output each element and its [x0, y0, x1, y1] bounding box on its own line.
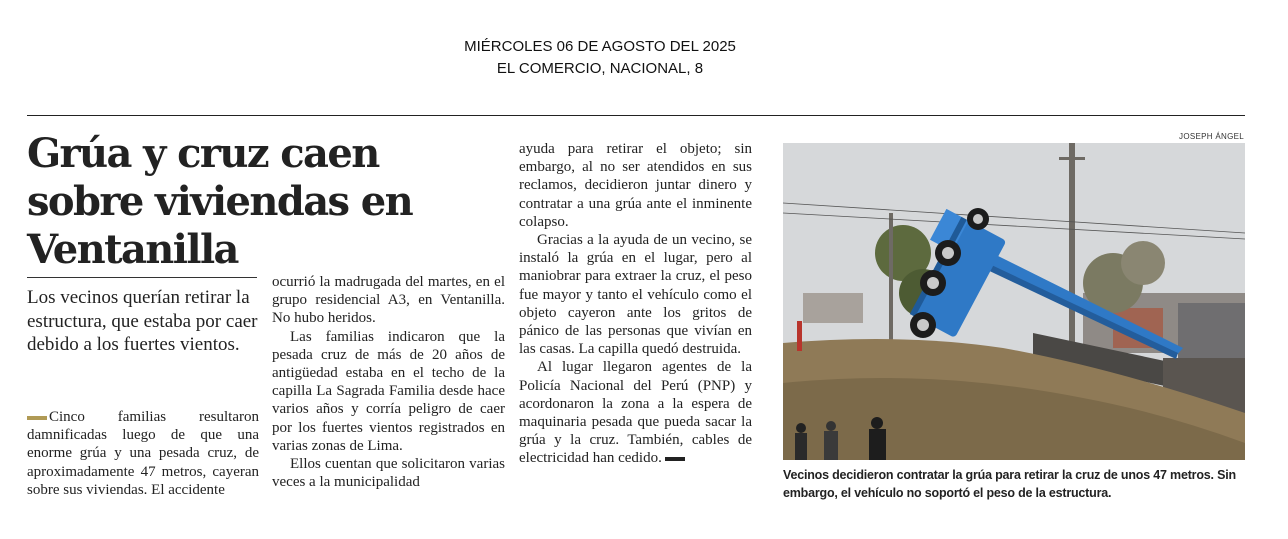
body-paragraph — [519, 358, 752, 467]
header-divider — [27, 115, 1245, 116]
source-line: EL COMERCIO, NACIONAL, 8 — [496, 60, 704, 77]
body-column-2 — [272, 273, 505, 491]
crane-accident-illustration — [783, 143, 1245, 460]
article-headline: Grúa y cruz caen sobre viviendas en Ventanilla — [27, 130, 413, 273]
body-paragraph — [27, 408, 259, 499]
lead-marker — [27, 416, 47, 420]
body-text: Cinco familias resultaron damnificadas luego de que una enorme grúa y una pesada cruz, de aproximadamente 47 metros, cayeran sobre sus viviendas. El accidente — [27, 409, 259, 498]
body-text: Al lugar llegaron agentes de la Policía Nacional del Perú (PNP) y acordonaron la zona a la espera de maquinaria pesada que pueda sacar la grúa y la cruz. También, cables de electricidad han cedido. — [519, 359, 752, 467]
body-paragraph: Gracias a la ayuda de un vecino, se instaló la grúa en el lugar, pero al maniobrar para extraer la cruz, el peso fue mayor y tanto el vehículo como el objeto cayeron ante los gritos de pánico de las personas que vivían en las casas. La capilla quedó destruida. — [519, 232, 752, 358]
body-paragraph: Las familias indicaron que la pesada cruz de más de 20 años de antigüedad estaba en el techo de la capilla La Sagrada Familia desde hace varios años y corría peligro de caer por los fuertes vientos registrados en varias zonas de Lima. — [272, 328, 505, 454]
body-column-1 — [27, 408, 259, 499]
photo-credit: JOSEPH ÁNGEL — [1179, 132, 1244, 141]
body-paragraph: ocurrió la madrugada del martes, en el grupo residencial A3, en Ventanilla. No hubo heridos. — [272, 274, 505, 327]
body-paragraph: ayuda para retirar el objeto; sin embargo, al no ser atendidos en sus reclamos, decidieron juntar dinero y contratar a una grúa ante el inminente colapso. — [519, 141, 752, 230]
end-of-article-mark — [665, 457, 685, 461]
page-header — [0, 36, 1200, 80]
deck-divider — [27, 277, 257, 278]
date-line: MIÉRCOLES 06 DE AGOSTO DEL 2025 — [464, 38, 736, 55]
article-deck: Los vecinos querían retirar la estructura, que estaba por caer debido a los fuertes vientos. — [27, 287, 258, 355]
photo-caption: Vecinos decidieron contratar la grúa para retirar la cruz de unos 47 metros. Sin embargo, el vehículo no soportó el peso de la estructura. — [783, 468, 1236, 500]
body-column-3 — [519, 140, 752, 468]
body-paragraph: Ellos cuentan que solicitaron varias veces a la municipalidad — [272, 456, 505, 491]
news-photo — [783, 143, 1245, 460]
